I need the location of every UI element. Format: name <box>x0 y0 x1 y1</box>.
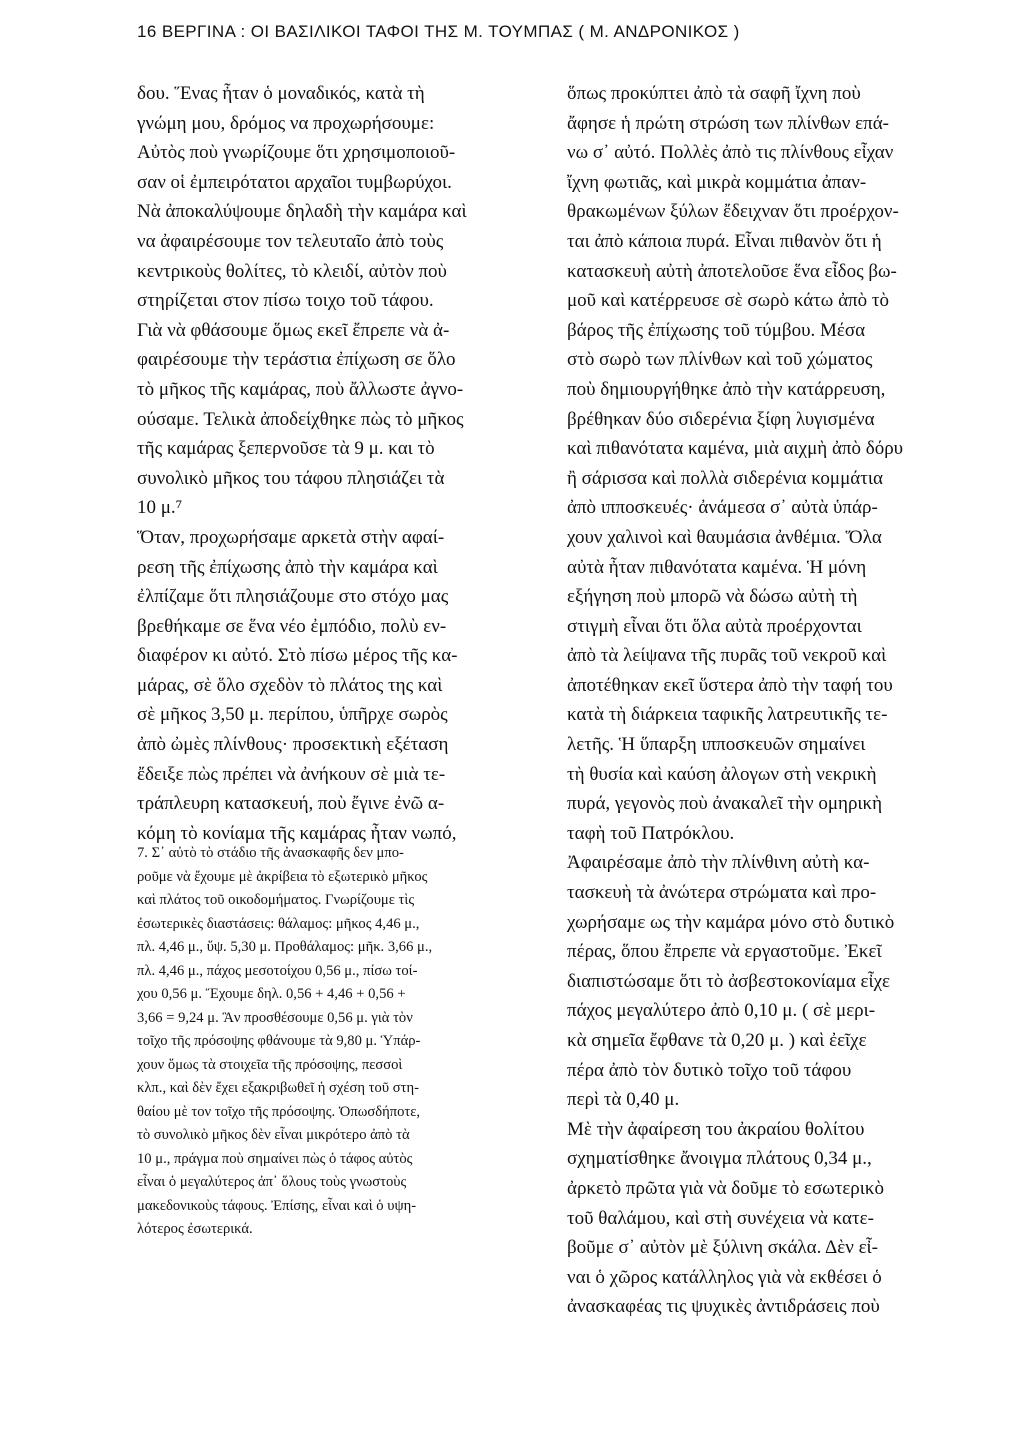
text-line: 10 μ.⁷ <box>137 497 183 519</box>
text-line: Ὅταν, προχωρήσαμε αρκετὰ στὴν αφαί- <box>137 526 445 548</box>
text-line: πάχος μεγαλύτερο ἀπὸ 0,10 μ. ( σὲ μερι- <box>567 1000 876 1022</box>
text-line: λετῆς. Ἡ ὕπαρξη ιπποσκευῶν σημαίνει <box>567 734 866 756</box>
text-line: ποὺ δημιουργήθηκε ἀπὸ τὴν κατάρρευση, <box>567 378 886 400</box>
footnote-line: θαίου μὲ τον τοῖχο τῆς πρόσοψης. Ὁπωσδήποτε, <box>137 1103 421 1120</box>
footnote-line: εἶναι ὁ μεγαλύτερος ἀπ᾽ ὅλους τοὺς γνωστοὺς <box>137 1174 407 1190</box>
text-line: ούσαμε. Τελικὰ ἀποδείχθηκε πὼς τὸ μῆκος <box>137 408 464 430</box>
text-line: στὸ σωρὸ των πλίνθων καὶ τοῦ χώματος <box>567 349 873 371</box>
footnote-line: ἐσωτερικὲς διαστάσεις: θάλαμος: μῆκος 4,46 μ., <box>137 915 420 932</box>
text-line: τασκευὴ τὰ ἀνώτερα στρώματα καὶ προ- <box>567 882 877 904</box>
right-column <box>567 79 977 1322</box>
text-line: κόμη τὸ κονίαμα τῆς καμάρας ἦταν νωπό, <box>137 822 457 844</box>
text-line: αὐτὰ ἦταν πιθανότατα καμένα. Ἡ μόνη <box>567 556 867 578</box>
text-line: ταφὴ τοῦ Πατρόκλου. <box>567 822 735 844</box>
text-line: βρεθήκαμε σε ἕνα νέο ἐμπόδιο, πολὺ εν- <box>137 615 447 637</box>
text-line: ἴχνη φωτιᾶς, καὶ μικρὰ κομμάτια ἀπαν- <box>567 171 867 193</box>
text-line: σχηματίσθηκε ἄνοιγμα πλάτους 0,34 μ., <box>567 1148 872 1170</box>
text-line: διαπιστώσαμε ὅτι τὸ ἀσβεστοκονίαμα εἶχε <box>567 970 891 992</box>
text-line: τοῦ θαλάμου, καὶ στὴ συνέχεια νὰ κατε- <box>567 1207 874 1229</box>
text-line: ἀνασκαφέας τις ψυχικὲς ἀντιδράσεις ποὺ <box>567 1296 880 1318</box>
text-line: πυρά, γεγονὸς ποὺ ἀνακαλεῖ τὴν ομηρικὴ <box>567 793 883 815</box>
footnote-line: χου 0,56 μ. Ἔχουμε δηλ. 0,56 + 4,46 + 0,56 + <box>137 986 406 1002</box>
text-line: Αὐτὸς ποὺ γνωρίζουμε ὅτι χρησιμοποιοῦ- <box>137 142 456 164</box>
footnote-7 <box>137 842 537 1242</box>
text-line: βρέθηκαν δύο σιδερένια ξίφη λυγισμένα <box>567 408 875 430</box>
text-line: δου. Ἕνας ἦταν ὁ μοναδικός, κατὰ τὴ <box>137 83 425 104</box>
left-column <box>137 79 537 848</box>
text-line: χουν χαλινοὶ καὶ θαυμάσια ἀνθέμια. Ὅλα <box>567 526 882 548</box>
footnote-line: πλ. 4,46 μ., πάχος μεσοτοίχου 0,56 μ., πίσω τοί- <box>137 962 418 979</box>
footnote-line: χουν ὅμως τὰ στοιχεῖα τῆς πρόσοψης, πεσσοὶ <box>137 1056 403 1073</box>
text-line: κατασκευὴ αὐτὴ ἀποτελοῦσε ἕνα εἶδος βω- <box>567 260 897 282</box>
text-line: συνολικὸ μῆκος του τάφου πλησιάζει τὰ <box>137 467 445 489</box>
text-line: κεντρικοὺς θολίτες, τὸ κλειδί, αὐτὸν ποὺ <box>137 260 447 282</box>
text-line: τράπλευρη κατασκευή, ποὺ ἔγινε ἐνῶ α- <box>137 793 445 815</box>
text-line: τὸ μῆκος τῆς καμάρας, ποὺ ἄλλωστε ἀγνο- <box>137 378 464 400</box>
text-line: θρακωμένων ξύλων ἔδειχναν ὅτι προέρχον- <box>567 201 899 223</box>
footnote-line: τοῖχο τῆς πρόσοψης φθάνουμε τὰ 9,80 μ. Ὑπάρ- <box>137 1033 421 1049</box>
text-line: κατὰ τὴ διάρκεια ταφικῆς λατρευτικῆς τε- <box>567 704 888 726</box>
footnote-line: τὸ συνολικὸ μῆκος δὲν εἶναι μικρότερο ἀπὸ τὰ <box>137 1127 410 1143</box>
footnote-line: 3,66 = 9,24 μ. Ἂν προσθέσουμε 0,56 μ. γιὰ τὸν <box>137 1009 413 1026</box>
text-line: μοῦ καὶ κατέρρευσε σὲ σωρὸ κάτω ἀπὸ τὸ <box>567 290 889 312</box>
text-line: στηρίζεται στον πίσω τοιχο τοῦ τάφου. <box>137 290 434 312</box>
text-line: ται ἀπὸ κάποια πυρά. Εἶναι πιθανὸν ὅτι ἡ <box>567 230 882 252</box>
footnote-line: ροῦμε νὰ ἔχουμε μὲ ἀκρίβεια τὸ εξωτερικὸ μῆκος <box>137 868 428 885</box>
footnote-line: καὶ πλάτος τοῦ οικοδομήματος. Γνωρίζουμε τὶς <box>137 892 415 908</box>
text-line: ἀπὸ ιπποσκευές· ἀνάμεσα σ᾽ αὐτὰ ὑπάρ- <box>567 497 878 519</box>
text-line: εξήγηση ποὺ μπορῶ νὰ δώσω αὐτὴ τὴ <box>567 586 858 608</box>
text-line: διαφέρον κι αὐτό. Στὸ πίσω μέρος τῆς κα- <box>137 645 458 667</box>
text-line: κὰ σημεῖα ἔφθανε τὰ 0,20 μ. ) καὶ ἐεῖχε <box>567 1030 867 1051</box>
text-line: ἀρκετὸ πρῶτα γιὰ νὰ δοῦμε τὸ εσωτερικὸ <box>567 1177 884 1199</box>
text-line: ἄφησε ἡ πρώτη στρώση των πλίνθων επά- <box>567 112 889 134</box>
text-line: τὴ θυσία καὶ καύση ἀλογων στὴ νεκρικὴ <box>567 763 877 785</box>
footnote-line: 7. Σ᾽ αὐτὸ τὸ στάδιο τῆς ἀνασκαφῆς δεν μπο- <box>137 845 404 861</box>
footnote-line: πλ. 4,46 μ., ὕψ. 5,30 μ. Προθάλαμος: μῆκ. 3,66 μ., <box>137 939 433 955</box>
text-line: φαιρέσουμε τὴν τεράστια ἐπίχωση σε ὅλο <box>137 349 456 371</box>
footnote-line: 10 μ., πράγμα ποὺ σημαίνει πὼς ὁ τάφος αὐτὸς <box>137 1150 413 1167</box>
footnote-line: μακεδονικοὺς τάφους. Ἐπίσης, εἶναι καὶ ὁ υψη- <box>137 1197 417 1214</box>
text-line: ρεση τῆς ἐπίχωσης ἀπὸ τὴν καμάρα καὶ <box>137 556 438 578</box>
text-line: βοῦμε σ᾽ αὐτὸν μὲ ξύλινη σκάλα. Δὲν εἶ- <box>567 1237 878 1259</box>
text-line: να ἀφαιρέσουμε τον τελευταῖο ἀπὸ τοὺς <box>137 230 444 252</box>
text-line: καὶ πιθανότατα καμένα, μιὰ αιχμὴ ἀπὸ δόρυ <box>567 438 904 460</box>
text-line: πέρα ἀπὸ τὸν δυτικὸ τοῖχο τοῦ τάφου <box>567 1059 852 1081</box>
text-line: σαν οἱ ἐμπειρότατοι αρχαῖοι τυμβωρύχοι. <box>137 171 452 193</box>
text-line: ἢ σάρισσα καὶ πολλὰ σιδερένια κομμάτια <box>567 467 883 489</box>
text-line: Μὲ τὴν ἀφαίρεση του ἀκραίου θολίτου <box>567 1118 865 1140</box>
text-line: στιγμὴ εἶναι ὅτι ὅλα αὐτὰ προέρχονται <box>567 615 862 637</box>
text-line: ἀποτέθηκαν εκεῖ ὕστερα ἀπὸ τὴν ταφή του <box>567 674 893 696</box>
text-line: γνώμη μου, δρόμος να προχωρήσουμε: <box>137 112 435 134</box>
text-line: ἀπὸ ὠμὲς πλίνθους· προσεκτικὴ εξέταση <box>137 734 449 756</box>
text-line: τῆς καμάρας ξεπερνοῦσε τὰ 9 μ. και τὸ <box>137 438 435 460</box>
text-line: πέρας, ὅπου ἔπρεπε νὰ εργαστοῦμε. Ἐκεῖ <box>567 941 882 963</box>
footnote-line: λότερος ἐσωτερικά. <box>137 1221 253 1237</box>
text-line: νω σ᾽ αὐτό. Πολλὲς ἀπὸ τις πλίνθους εἶχαν <box>567 142 894 164</box>
running-header: 16 ΒΕΡΓΙΝΑ : ΟΙ ΒΑΣΙΛΙΚΟΙ ΤΑΦΟΙ ΤΗΣ Μ. ΤΟΥΜΠΑΣ ( Μ. ΑΝΔΡΟΝΙΚΟΣ ) <box>137 22 740 41</box>
text-line: σὲ μῆκος 3,50 μ. περίπου, ὑπῆρχε σωρὸς <box>137 704 448 726</box>
text-line: περὶ τὰ 0,40 μ. <box>567 1089 680 1111</box>
text-line: Νὰ ἀποκαλύψουμε δηλαδὴ τὴν καμάρα καὶ <box>137 201 467 223</box>
footnote-line: κλπ., καὶ δὲν ἔχει εξακριβωθεῖ ἡ σχέση τοῦ στη- <box>137 1080 419 1096</box>
text-line: βάρος τῆς ἐπίχωσης τοῦ τύμβου. Μέσα <box>567 319 866 341</box>
text-line: Γιὰ νὰ φθάσουμε ὅμως εκεῖ ἔπρεπε νὰ ἀ- <box>137 319 450 341</box>
text-line: μάρας, σὲ ὅλο σχεδὸν τὸ πλάτος της καὶ <box>137 674 443 696</box>
text-line: ναι ὁ χῶρος κατάλληλος γιὰ νὰ εκθέσει ὁ <box>567 1266 882 1288</box>
text-line: ὅπως προκύπτει ἀπὸ τὰ σαφῆ ἴχνη ποὺ <box>567 83 861 104</box>
text-line: ἐλπίζαμε ὅτι πλησιάζουμε στο στόχο μας <box>137 586 449 608</box>
text-line: χωρήσαμε ως τὴν καμάρα μόνο στὸ δυτικὸ <box>567 911 895 933</box>
text-line: ἀπὸ τὰ λείψανα τῆς πυρᾶς τοῦ νεκροῦ καὶ <box>567 645 887 667</box>
text-line: Ἀφαιρέσαμε ἀπὸ τὴν πλίνθινη αὐτὴ κα- <box>567 852 870 874</box>
text-line: ἔδειξε πὼς πρέπει νὰ ἀνήκουν σὲ μιὰ τε- <box>137 763 446 785</box>
